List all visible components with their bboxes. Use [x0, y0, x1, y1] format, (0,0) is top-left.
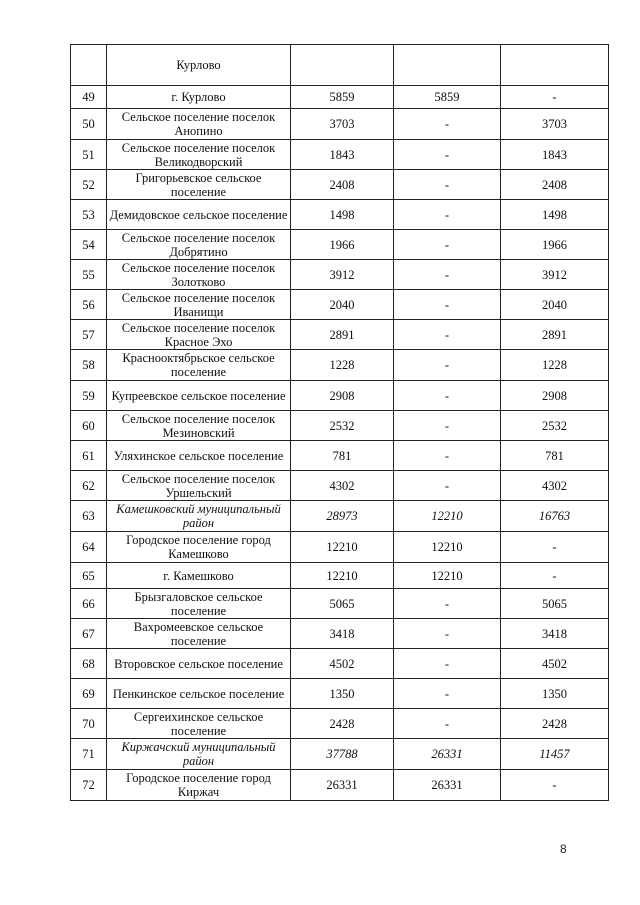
table-row — [71, 381, 609, 411]
municipality-name-cell: Демидовское сельское поселение — [107, 200, 291, 230]
total-population-cell: 1843 — [291, 140, 394, 170]
municipality-name-cell: Сельское поселение поселок Великодворский — [107, 140, 291, 170]
urban-population-cell: - — [394, 619, 501, 649]
urban-population-cell: 12210 — [394, 532, 501, 563]
rural-population-cell: 2908 — [501, 381, 609, 411]
row-number-cell: 65 — [71, 563, 107, 589]
rural-population-cell: 1228 — [501, 350, 609, 381]
rural-population-cell: 4302 — [501, 471, 609, 501]
urban-population-cell: 26331 — [394, 770, 501, 801]
total-population-cell: 5859 — [291, 86, 394, 109]
page-number: 8 — [560, 842, 567, 856]
rural-population-cell: 1498 — [501, 200, 609, 230]
urban-population-cell: 5859 — [394, 86, 501, 109]
municipality-name-cell: Уляхинское сельское поселение — [107, 441, 291, 471]
total-population-cell: 3418 — [291, 619, 394, 649]
urban-population-cell: - — [394, 140, 501, 170]
municipality-name-cell: г. Камешково — [107, 563, 291, 589]
municipality-name-cell: Сельское поселение поселок Золотково — [107, 260, 291, 290]
table-row — [71, 441, 609, 471]
urban-population-cell: 12210 — [394, 563, 501, 589]
municipality-name-cell: Камешковский муниципальный район — [107, 501, 291, 532]
table-row — [71, 739, 609, 770]
total-population-cell: 2908 — [291, 381, 394, 411]
municipality-name-cell: Городское поселение город Киржач — [107, 770, 291, 801]
total-population-cell: 1966 — [291, 230, 394, 260]
rural-population-cell: 2040 — [501, 290, 609, 320]
total-population-cell: 26331 — [291, 770, 394, 801]
row-number-cell: 60 — [71, 411, 107, 441]
rural-population-cell: 781 — [501, 441, 609, 471]
rural-population-cell: 2891 — [501, 320, 609, 350]
row-number-cell — [71, 45, 107, 86]
urban-population-cell: 12210 — [394, 501, 501, 532]
municipality-name-cell: Сельское поселение поселок Красное Эхо — [107, 320, 291, 350]
total-population-cell: 3703 — [291, 109, 394, 140]
row-number-cell: 69 — [71, 679, 107, 709]
table-row — [71, 532, 609, 563]
urban-population-cell: - — [394, 109, 501, 140]
table-row — [71, 770, 609, 801]
urban-population-cell — [394, 45, 501, 86]
urban-population-cell: - — [394, 471, 501, 501]
municipality-name-cell: Брызгаловское сельское поселение — [107, 589, 291, 619]
urban-population-cell: - — [394, 320, 501, 350]
municipality-name-cell: Григорьевское сельское поселение — [107, 170, 291, 200]
table-row — [71, 140, 609, 170]
row-number-cell: 63 — [71, 501, 107, 532]
table-row — [71, 619, 609, 649]
total-population-cell: 1498 — [291, 200, 394, 230]
rural-population-cell: 3912 — [501, 260, 609, 290]
table-row-continued — [71, 45, 609, 86]
rural-population-cell: 2408 — [501, 170, 609, 200]
municipality-name-cell: Сельское поселение поселок Добрятино — [107, 230, 291, 260]
total-population-cell — [291, 45, 394, 86]
urban-population-cell: - — [394, 649, 501, 679]
total-population-cell: 2891 — [291, 320, 394, 350]
municipality-name-cell: Сельское поселение поселок Уршельский — [107, 471, 291, 501]
total-population-cell: 1228 — [291, 350, 394, 381]
rural-population-cell: - — [501, 86, 609, 109]
municipality-name-cell: Сельское поселение поселок Иванищи — [107, 290, 291, 320]
row-number-cell: 67 — [71, 619, 107, 649]
row-number-cell: 64 — [71, 532, 107, 563]
municipality-name-cell: Сельское поселение поселок Анопино — [107, 109, 291, 140]
rural-population-cell: 5065 — [501, 589, 609, 619]
rural-population-cell: 1966 — [501, 230, 609, 260]
table-row — [71, 709, 609, 739]
municipality-name-cell: Городское поселение город Камешково — [107, 532, 291, 563]
rural-population-cell: 4502 — [501, 649, 609, 679]
table-row — [71, 320, 609, 350]
table-row — [71, 649, 609, 679]
total-population-cell: 2428 — [291, 709, 394, 739]
row-number-cell: 61 — [71, 441, 107, 471]
rural-population-cell: 2428 — [501, 709, 609, 739]
urban-population-cell: - — [394, 230, 501, 260]
total-population-cell: 781 — [291, 441, 394, 471]
municipality-name-cell: Сергеихинское сельское поселение — [107, 709, 291, 739]
row-number-cell: 59 — [71, 381, 107, 411]
total-population-cell: 2532 — [291, 411, 394, 441]
table-row — [71, 411, 609, 441]
urban-population-cell: - — [394, 589, 501, 619]
total-population-cell: 37788 — [291, 739, 394, 770]
total-population-cell: 5065 — [291, 589, 394, 619]
row-number-cell: 50 — [71, 109, 107, 140]
rural-population-cell — [501, 45, 609, 86]
rural-population-cell: 11457 — [501, 739, 609, 770]
municipality-name-cell: Киржачский муниципальный район — [107, 739, 291, 770]
table-row — [71, 170, 609, 200]
urban-population-cell: - — [394, 411, 501, 441]
table-row — [71, 109, 609, 140]
municipality-name-cell: Пенкинское сельское поселение — [107, 679, 291, 709]
municipality-name-cell: Вахромеевское сельское поселение — [107, 619, 291, 649]
urban-population-cell: - — [394, 260, 501, 290]
table-row — [71, 471, 609, 501]
row-number-cell: 53 — [71, 200, 107, 230]
table-row — [71, 679, 609, 709]
rural-population-cell: 16763 — [501, 501, 609, 532]
total-population-cell: 4302 — [291, 471, 394, 501]
total-population-cell: 3912 — [291, 260, 394, 290]
row-number-cell: 68 — [71, 649, 107, 679]
urban-population-cell: 26331 — [394, 739, 501, 770]
table-row — [71, 563, 609, 589]
row-number-cell: 66 — [71, 589, 107, 619]
population-table — [70, 44, 609, 801]
row-number-cell: 55 — [71, 260, 107, 290]
municipality-name-cell: Второвское сельское поселение — [107, 649, 291, 679]
row-number-cell: 58 — [71, 350, 107, 381]
table-row — [71, 230, 609, 260]
urban-population-cell: - — [394, 200, 501, 230]
total-population-cell: 12210 — [291, 563, 394, 589]
total-population-cell: 2040 — [291, 290, 394, 320]
row-number-cell: 49 — [71, 86, 107, 109]
urban-population-cell: - — [394, 350, 501, 381]
row-number-cell: 57 — [71, 320, 107, 350]
row-number-cell: 62 — [71, 471, 107, 501]
urban-population-cell: - — [394, 170, 501, 200]
rural-population-cell: - — [501, 563, 609, 589]
table-row — [71, 589, 609, 619]
row-number-cell: 71 — [71, 739, 107, 770]
table-row — [71, 260, 609, 290]
municipality-name-cell: Курлово — [107, 45, 291, 86]
row-number-cell: 52 — [71, 170, 107, 200]
urban-population-cell: - — [394, 290, 501, 320]
table-row — [71, 290, 609, 320]
municipality-name-cell: Краснооктябрьское сельское поселение — [107, 350, 291, 381]
municipality-name-cell: Купреевское сельское поселение — [107, 381, 291, 411]
rural-population-cell: 1843 — [501, 140, 609, 170]
row-number-cell: 54 — [71, 230, 107, 260]
rural-population-cell: 3703 — [501, 109, 609, 140]
municipality-name-cell: г. Курлово — [107, 86, 291, 109]
rural-population-cell: 2532 — [501, 411, 609, 441]
urban-population-cell: - — [394, 709, 501, 739]
municipality-name-cell: Сельское поселение поселок Мезиновский — [107, 411, 291, 441]
row-number-cell: 56 — [71, 290, 107, 320]
table-row — [71, 501, 609, 532]
total-population-cell: 2408 — [291, 170, 394, 200]
rural-population-cell: 3418 — [501, 619, 609, 649]
row-number-cell: 70 — [71, 709, 107, 739]
total-population-cell: 12210 — [291, 532, 394, 563]
rural-population-cell: 1350 — [501, 679, 609, 709]
rural-population-cell: - — [501, 770, 609, 801]
table-row — [71, 200, 609, 230]
row-number-cell: 72 — [71, 770, 107, 801]
total-population-cell: 28973 — [291, 501, 394, 532]
rural-population-cell: - — [501, 532, 609, 563]
total-population-cell: 1350 — [291, 679, 394, 709]
row-number-cell: 51 — [71, 140, 107, 170]
urban-population-cell: - — [394, 381, 501, 411]
table-row — [71, 86, 609, 109]
table-row — [71, 350, 609, 381]
urban-population-cell: - — [394, 441, 501, 471]
urban-population-cell: - — [394, 679, 501, 709]
total-population-cell: 4502 — [291, 649, 394, 679]
